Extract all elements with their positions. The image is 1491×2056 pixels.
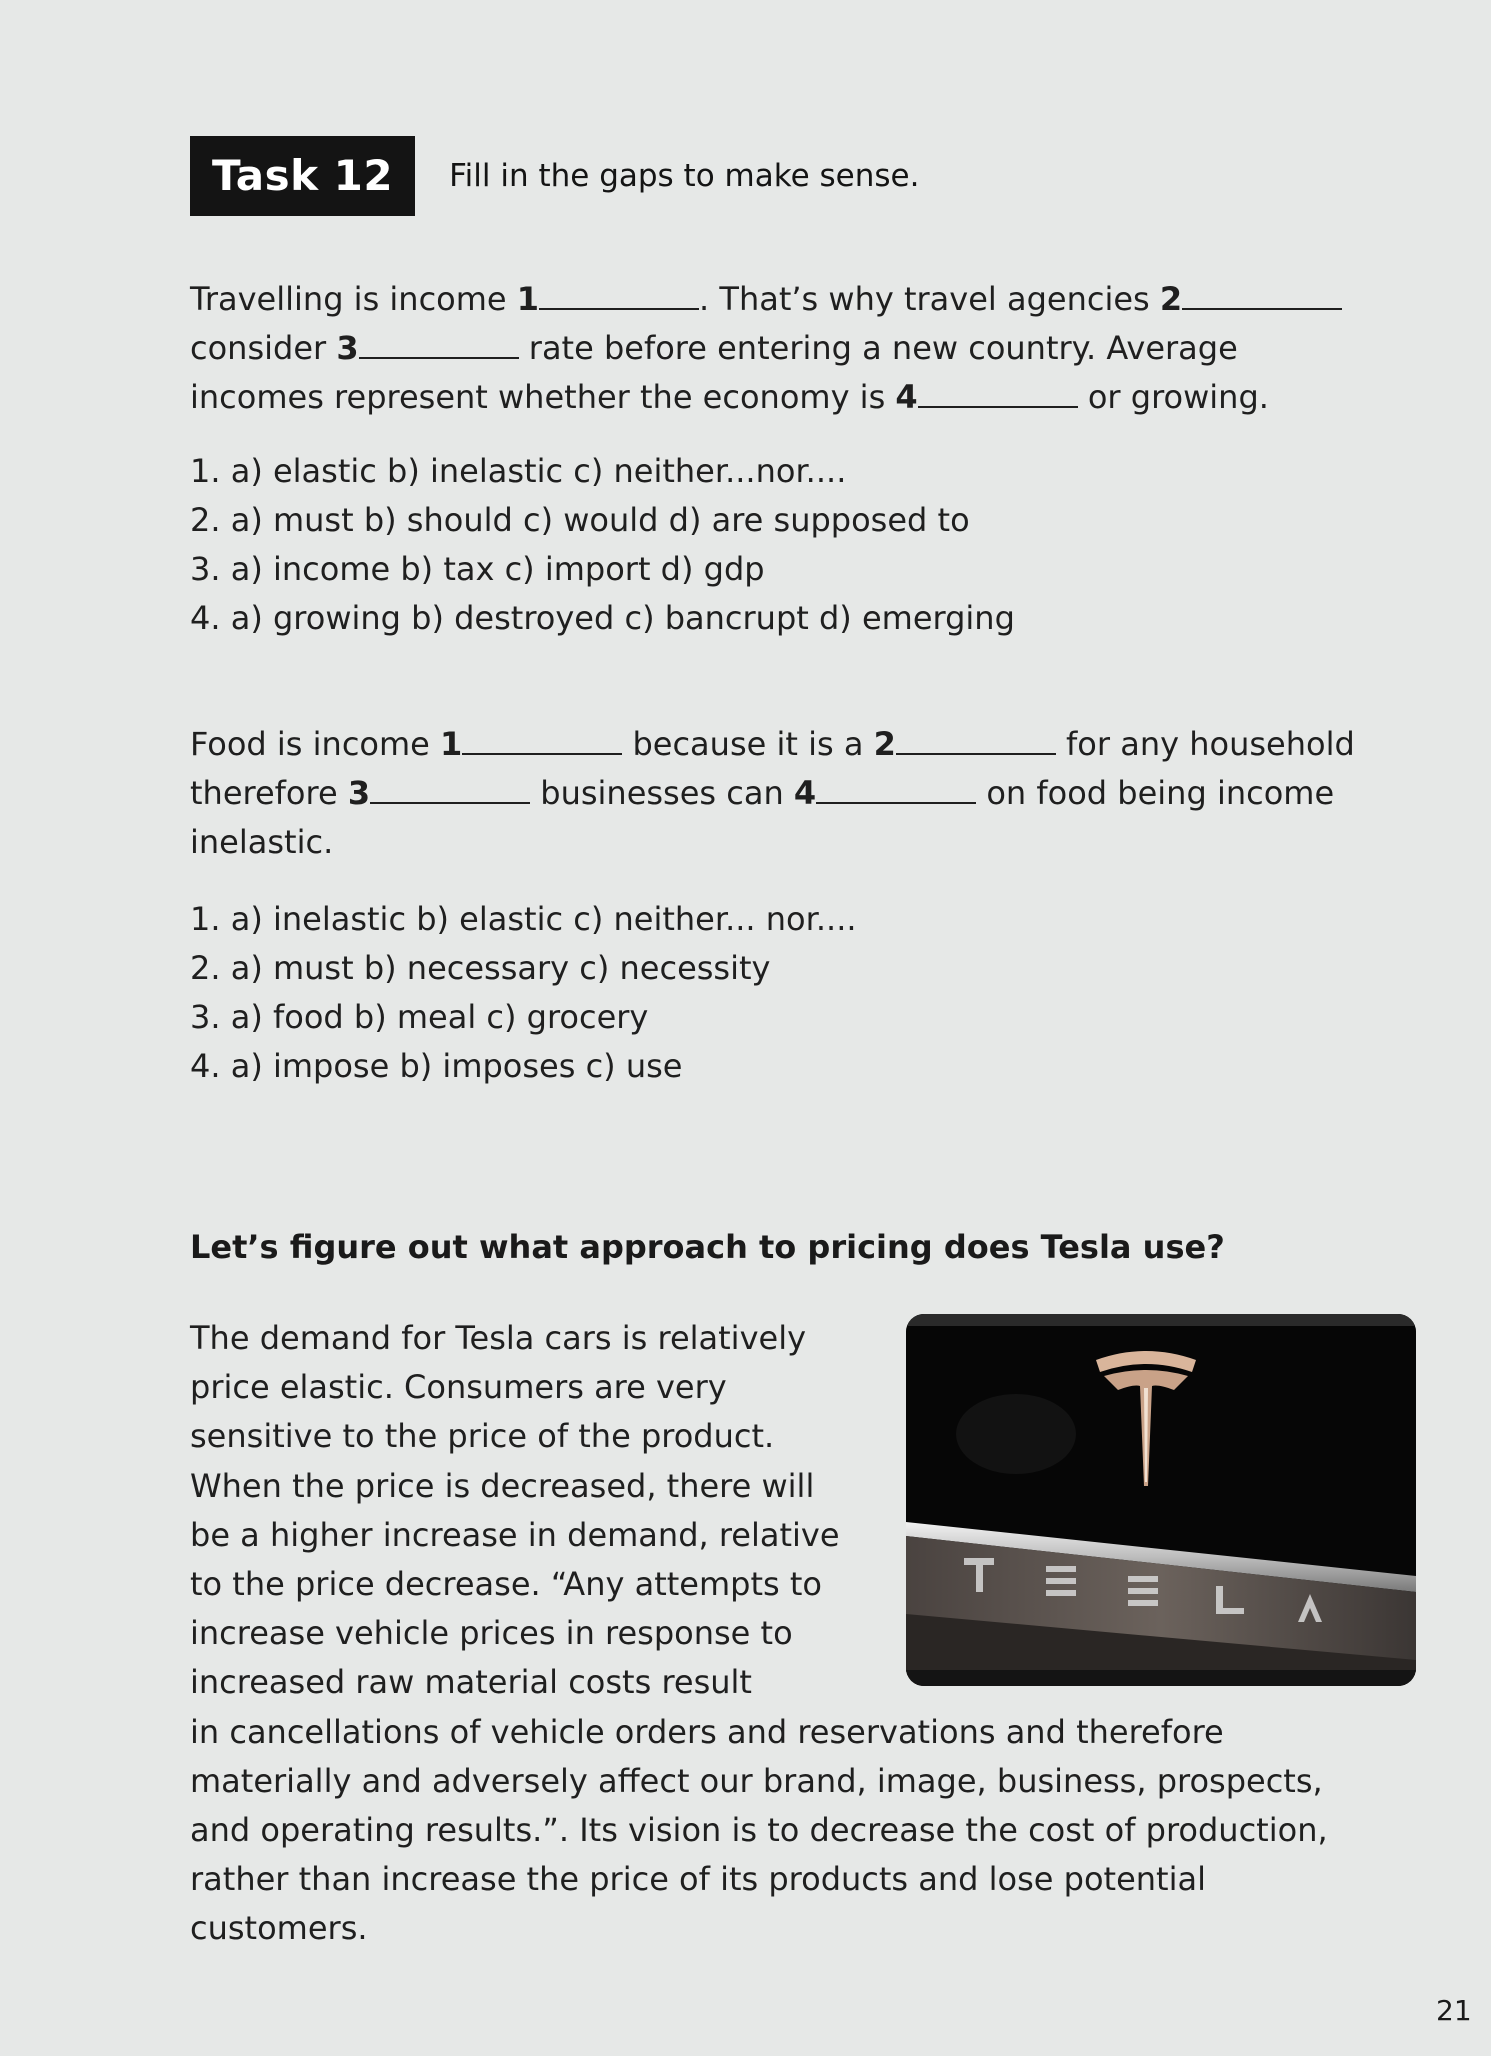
gap-number: 2	[873, 725, 896, 763]
gap-blank-1[interactable]	[539, 278, 699, 310]
exercise1-text	[190, 275, 1440, 422]
option-line: 3. a) income b) tax c) import d) gdp	[190, 550, 765, 588]
option-line: 4. a) impose b) imposes c) use	[190, 1047, 683, 1085]
gap-number: 3	[336, 329, 359, 367]
paragraph-line: increase vehicle prices in response to	[190, 1614, 793, 1653]
exercise2-text	[190, 720, 1440, 867]
paragraph-line: be a higher increase in demand, relative	[190, 1515, 840, 1554]
gap-number: 4	[793, 774, 817, 812]
exercise2-line1: Food is income 1 because it is a 2 for any household	[190, 725, 1355, 763]
gap-blank-3[interactable]	[359, 327, 519, 359]
exercise1-line2: consider 3 rate before entering a new country. Average	[190, 329, 1238, 367]
page-number: 21	[1436, 1994, 1472, 2027]
task-header	[190, 136, 919, 216]
paragraph-line: rather than increase the price of its products and lose potential	[190, 1860, 1206, 1899]
exercise2-options	[190, 895, 857, 1091]
paragraph-line: When the price is decreased, there will	[190, 1466, 815, 1505]
gap-blank-4[interactable]	[816, 772, 976, 804]
gap-blank-4[interactable]	[918, 376, 1078, 408]
gap-number: 3	[347, 774, 371, 812]
gap-blank-1[interactable]	[462, 723, 622, 755]
option-line: 4. a) growing b) destroyed c) bancrupt d) emerging	[190, 599, 1015, 637]
exercise1-line1: Travelling is income 1 . That’s why travel agencies 2	[190, 275, 1440, 324]
paragraph-line: price elastic. Consumers are very	[190, 1368, 727, 1407]
gap-number: 4	[895, 378, 918, 416]
section-heading: Let’s figure out what approach to pricing does Tesla use?	[190, 1228, 1225, 1266]
option-line: 2. a) must b) should c) would d) are supposed to	[190, 501, 970, 539]
tesla-car-photo	[906, 1314, 1416, 1686]
gap-blank-2[interactable]	[896, 723, 1056, 755]
gap-number: 1	[516, 280, 540, 318]
exercise1-line3: incomes represent whether the economy is 4 or growing.	[190, 378, 1269, 416]
gap-number: 1	[440, 725, 463, 763]
paragraph-line: materially and adversely affect our brand, image, business, prospects,	[190, 1761, 1323, 1800]
gap-blank-3[interactable]	[370, 772, 530, 804]
option-line: 3. a) food b) meal c) grocery	[190, 998, 649, 1036]
option-line: 1. a) elastic b) inelastic c) neither...nor....	[190, 452, 847, 490]
exercise2-line2: therefore 3 businesses can 4 on food being income	[190, 774, 1335, 812]
paragraph-line: The demand for Tesla cars is relatively	[190, 1319, 807, 1357]
paragraph-line: customers.	[190, 1909, 368, 1948]
option-line: 2. a) must b) necessary c) necessity	[190, 949, 771, 987]
paragraph-line: sensitive to the price of the product.	[190, 1417, 775, 1456]
tesla-photo-illustration	[906, 1314, 1416, 1686]
paragraph-line: in cancellations of vehicle orders and reservations and therefore	[190, 1712, 1224, 1751]
exercise2-line3: inelastic.	[190, 823, 334, 861]
exercise1-options	[190, 447, 1015, 643]
task-badge: Task 12	[190, 136, 415, 216]
paragraph-line: increased raw material costs result	[190, 1663, 752, 1702]
paragraph-line: to the price decrease. “Any attempts to	[190, 1565, 822, 1604]
task-instruction: Fill in the gaps to make sense.	[449, 158, 920, 194]
option-line: 1. a) inelastic b) elastic c) neither... nor....	[190, 900, 857, 938]
gap-number: 2	[1159, 280, 1183, 318]
paragraph-line: and operating results.”. Its vision is to decrease the cost of production,	[190, 1811, 1328, 1850]
gap-blank-2[interactable]	[1182, 278, 1342, 310]
